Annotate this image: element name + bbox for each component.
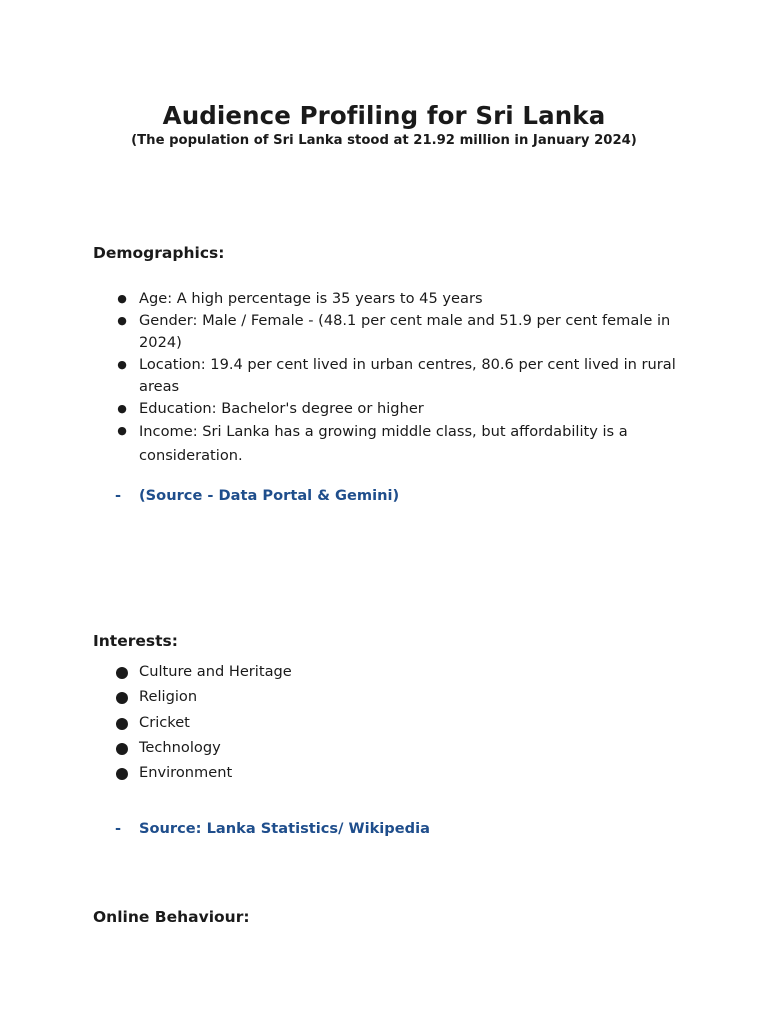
bullet-icon (116, 718, 128, 730)
bullet-icon: ● (117, 402, 127, 415)
list-item (93, 288, 683, 310)
bullet-icon (116, 743, 128, 755)
page-title: Audience Profiling for Sri Lanka (162, 101, 606, 130)
source-dash: - (115, 487, 122, 504)
source-dash: - (115, 820, 122, 837)
list-item-text: Education: Bachelor's degree or higher (139, 400, 424, 417)
list-item (93, 398, 683, 420)
list-item-text: Culture and Heritage (139, 663, 292, 680)
demographics-heading: Demographics: (93, 244, 225, 262)
list-item-text: Age: A high percentage is 35 years to 45 years (139, 290, 483, 307)
bullet-icon (116, 667, 128, 679)
page-subtitle: (The population of Sri Lanka stood at 21.92 million in January 2024) (131, 133, 637, 148)
list-item-text: Location: 19.4 per cent lived in urban centres, 80.6 per cent lived in rural areas (139, 356, 676, 395)
list-item (93, 684, 683, 709)
list-item-text: Technology (139, 738, 221, 756)
list-item (93, 735, 683, 760)
source-text: (Source - Data Portal & Gemini) (139, 487, 400, 504)
interests-list (93, 659, 683, 785)
interests-heading: Interests: (93, 632, 178, 650)
list-item (93, 420, 683, 468)
bullet-icon: ● (117, 292, 127, 305)
list-item (93, 659, 683, 684)
bullet-icon: ● (117, 424, 127, 437)
list-item-text: Gender: Male / Female - (48.1 per cent male and 51.9 per cent female in 2024) (139, 312, 671, 351)
online-behaviour-heading: Online Behaviour: (93, 908, 250, 926)
list-item (93, 710, 683, 735)
list-item-text: Income: Sri Lanka has a growing middle class, but affordability is a consideration. (139, 423, 628, 464)
source-text: Source: Lanka Statistics/ Wikipedia (139, 820, 430, 837)
bullet-icon: ● (117, 358, 127, 371)
list-item (93, 760, 683, 785)
list-item-text: Religion (139, 688, 198, 706)
list-item (93, 354, 683, 398)
list-item-text: Cricket (139, 713, 190, 731)
bullet-icon (116, 692, 128, 704)
demographics-source (93, 487, 399, 504)
demographics-list (93, 288, 683, 468)
interests-source (93, 820, 430, 837)
list-item (93, 310, 683, 354)
bullet-icon (116, 768, 128, 780)
list-item-text: Environment (139, 764, 233, 782)
bullet-icon: ● (117, 314, 127, 327)
